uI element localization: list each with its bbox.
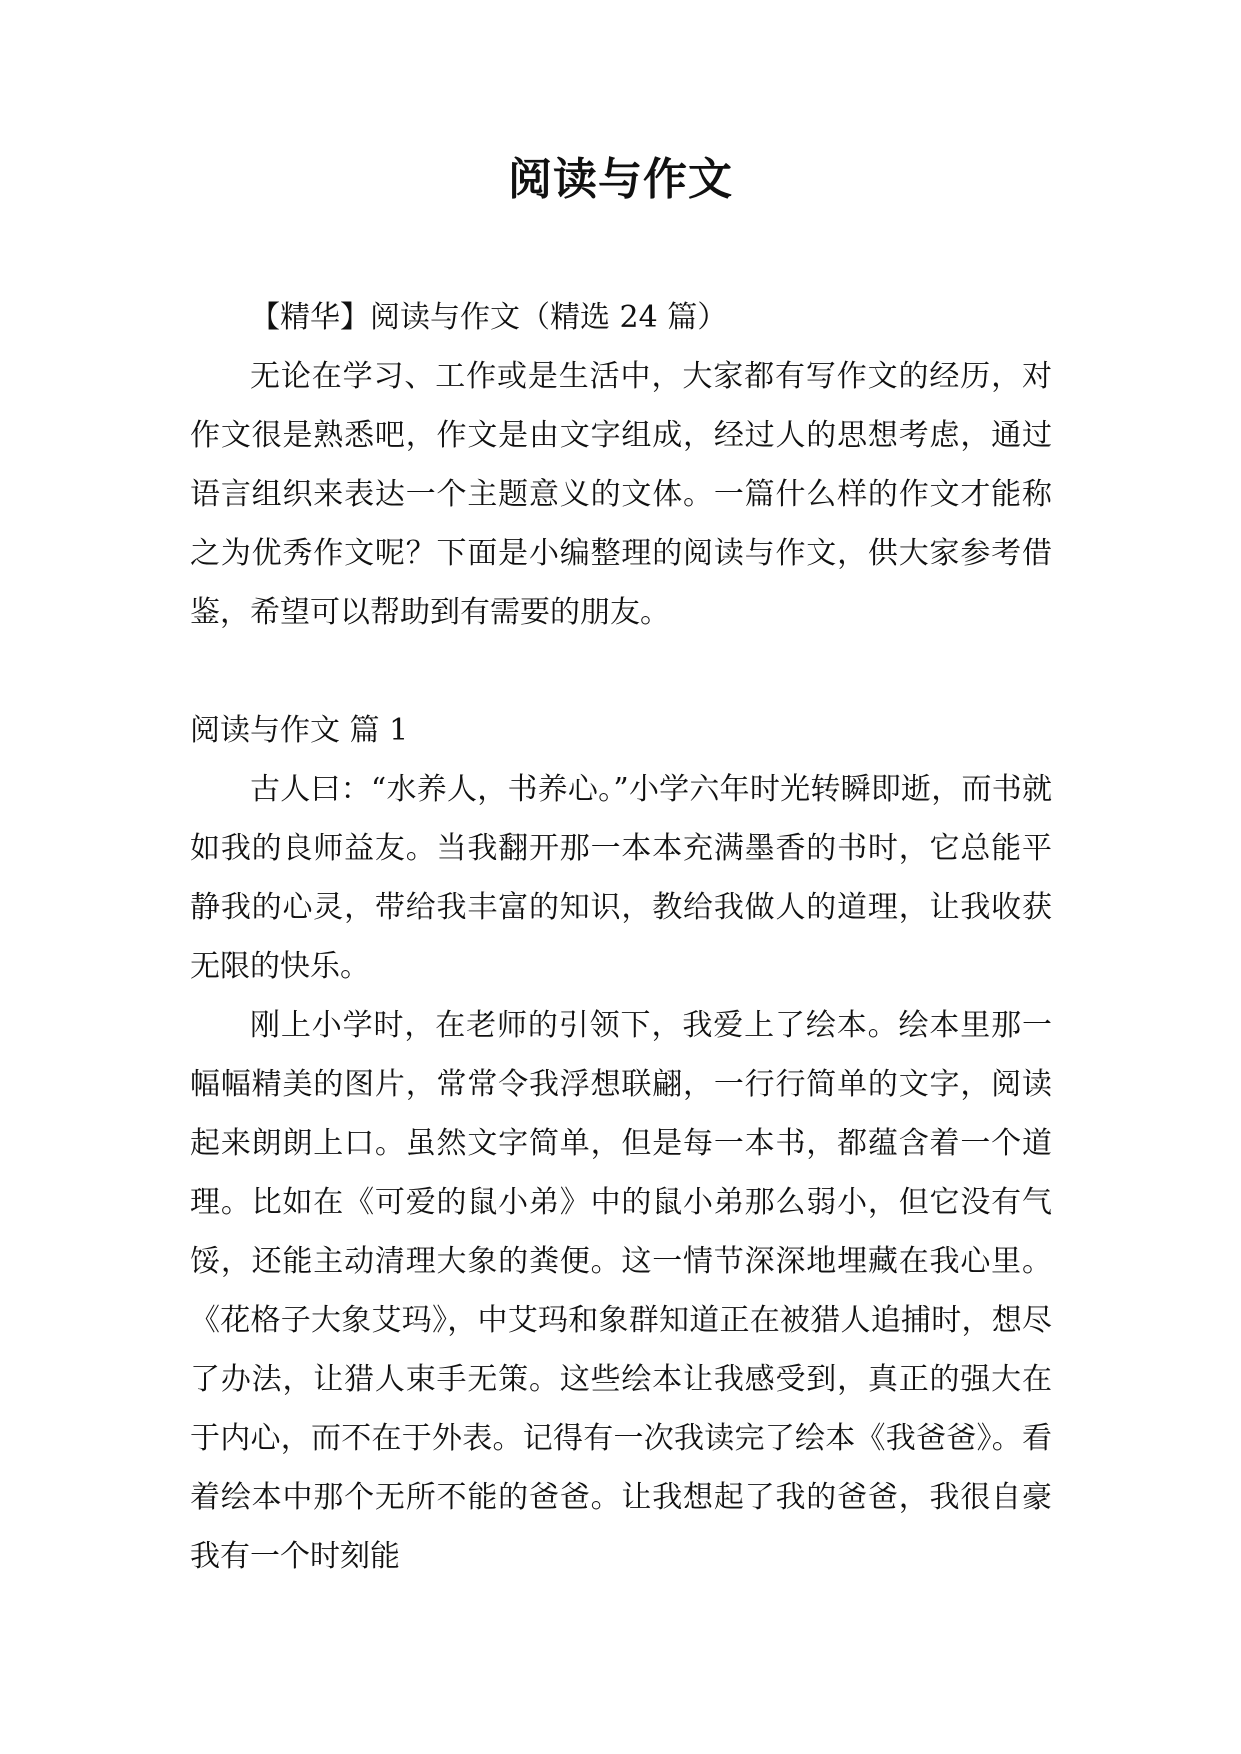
section-spacer [190,642,1052,701]
body-paragraph-1: 古人曰：“水养人，书养心。”小学六年时光转瞬即逝，而书就如我的良师益友。当我翻开那一本本充满墨香的书时，它总能平静我的心灵，带给我丰富的知识，教给我做人的道理，让我收获无限的快乐。 [190,772,1052,984]
document-subtitle: 【精华】阅读与作文（精选 24 篇） [250,300,728,335]
document-title: 阅读与作文 [508,154,733,205]
body-paragraph-2: 刚上小学时，在老师的引领下，我爱上了绘本。绘本里那一幅幅精美的图片，常常令我浮想联翩，一行行简单的文字，阅读起来朗朗上口。虽然文字简单，但是每一本书，都蕴含着一个道理。比如在《可爱的鼠小弟》中的鼠小弟那么弱小，但它没有气馁，还能主动清理大象的粪便。这一情节深深地埋藏在我心里。《花格子大象艾玛》，中艾玛和象群知道正在被猎人追捕时，想尽了办法，让猎人束手无策。这些绘本让我感受到，真正的强大在于内心，而不在于外表。记得有一次我读完了绘本《我爸爸》。看着绘本中那个无所不能的爸爸。让我想起了我的爸爸，我很自豪我有一个时刻能 [190,1008,1052,1574]
section-heading: 阅读与作文 篇 1 [190,713,409,748]
document-body [190,288,1052,1586]
intro-paragraph: 无论在学习、工作或是生活中，大家都有写作文的经历，对作文很是熟悉吧，作文是由文字组成，经过人的思想考虑，通过语言组织来表达一个主题意义的文体。一篇什么样的作文才能称之为优秀作文呢？下面是小编整理的阅读与作文，供大家参考借鉴，希望可以帮助到有需要的朋友。 [190,359,1052,630]
